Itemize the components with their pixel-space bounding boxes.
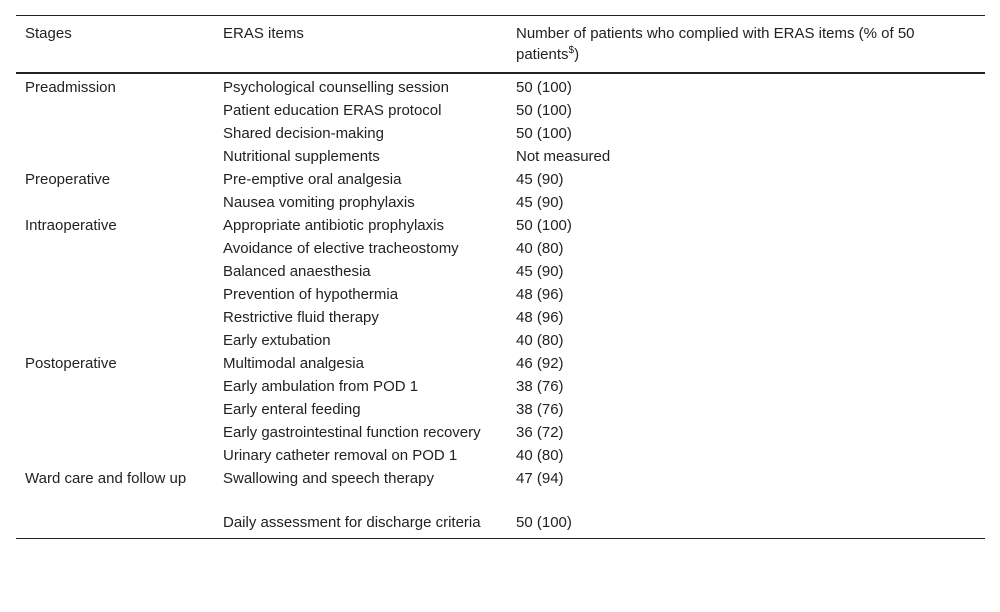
stage-cell bbox=[16, 398, 214, 421]
item-cell: Psychological counselling session bbox=[223, 79, 449, 96]
item-cell: Multimodal analgesia bbox=[223, 355, 364, 372]
item-cell: Early extubation bbox=[223, 332, 331, 349]
table-row bbox=[16, 260, 985, 283]
header-stages: Stages bbox=[25, 25, 72, 42]
table-row bbox=[16, 283, 985, 306]
table-row bbox=[16, 214, 985, 237]
item-cell: Patient education ERAS protocol bbox=[223, 102, 442, 119]
stage-cell bbox=[16, 145, 214, 168]
item-cell: Balanced anaesthesia bbox=[223, 263, 371, 280]
value-cell: 50 (100) bbox=[516, 514, 572, 531]
header-eras-items: ERAS items bbox=[223, 25, 304, 42]
value-cell: 50 (100) bbox=[516, 102, 572, 119]
stage-cell: Intraoperative bbox=[25, 217, 117, 234]
stage-cell bbox=[16, 329, 214, 352]
table-row bbox=[16, 306, 985, 329]
stage-cell: Preadmission bbox=[25, 79, 116, 96]
stage-cell bbox=[16, 421, 214, 444]
stage-cell bbox=[16, 306, 214, 329]
item-cell: Appropriate antibiotic prophylaxis bbox=[223, 217, 444, 234]
value-cell: 40 (80) bbox=[516, 447, 564, 464]
value-cell: 50 (100) bbox=[516, 79, 572, 96]
item-cell: Early gastrointestinal function recovery bbox=[223, 424, 481, 441]
stage-cell bbox=[16, 122, 214, 145]
stage-cell bbox=[16, 444, 214, 467]
item-cell: Avoidance of elective tracheostomy bbox=[223, 240, 459, 257]
stage-cell bbox=[16, 191, 214, 214]
table-row bbox=[16, 237, 985, 260]
value-cell: 40 (80) bbox=[516, 332, 564, 349]
stage-cell bbox=[16, 511, 214, 539]
value-cell: 50 (100) bbox=[516, 217, 572, 234]
table-row bbox=[16, 191, 985, 214]
header-row bbox=[16, 16, 985, 74]
header-compliance-footnote-mark: $ bbox=[568, 45, 575, 56]
value-cell: 36 (72) bbox=[516, 424, 564, 441]
value-cell: 46 (92) bbox=[516, 355, 564, 372]
value-cell: Not measured bbox=[516, 148, 611, 165]
stage-cell bbox=[16, 260, 214, 283]
table-row bbox=[16, 352, 985, 375]
item-cell: Shared decision-making bbox=[223, 125, 384, 142]
value-cell: 45 (90) bbox=[516, 194, 564, 211]
table-row bbox=[16, 511, 985, 539]
item-cell: Early ambulation from POD 1 bbox=[223, 378, 419, 395]
table-body bbox=[16, 73, 985, 539]
stage-cell: Preoperative bbox=[25, 171, 111, 188]
eras-compliance-table-container bbox=[16, 15, 985, 539]
table-row bbox=[16, 145, 985, 168]
value-cell: 38 (76) bbox=[516, 378, 564, 395]
item-cell: Nutritional supplements bbox=[223, 148, 380, 165]
table-row bbox=[16, 168, 985, 191]
table-row bbox=[16, 329, 985, 352]
table-header bbox=[16, 16, 985, 74]
item-cell: Pre-emptive oral analgesia bbox=[223, 171, 402, 188]
table-row bbox=[16, 444, 985, 467]
item-cell: Nausea vomiting prophylaxis bbox=[223, 194, 415, 211]
value-cell: 38 (76) bbox=[516, 401, 564, 418]
item-cell: Urinary catheter removal on POD 1 bbox=[223, 447, 458, 464]
table-row bbox=[16, 375, 985, 398]
value-cell: 50 (100) bbox=[516, 125, 572, 142]
stage-cell bbox=[16, 375, 214, 398]
stage-cell: Ward care and follow up bbox=[25, 470, 187, 487]
value-cell: 40 (80) bbox=[516, 240, 564, 257]
item-cell: Restrictive fluid therapy bbox=[223, 309, 379, 326]
header-compliance bbox=[507, 16, 985, 74]
value-cell: 48 (96) bbox=[516, 286, 564, 303]
value-cell: 45 (90) bbox=[516, 171, 564, 188]
table-row bbox=[16, 398, 985, 421]
stage-cell bbox=[16, 99, 214, 122]
table-row bbox=[16, 73, 985, 99]
table-row bbox=[16, 99, 985, 122]
value-cell: 48 (96) bbox=[516, 309, 564, 326]
header-compliance-text: Number of patients who complied with ERAS items (% of 50 patients bbox=[516, 25, 915, 63]
header-compliance-close: ) bbox=[574, 46, 580, 63]
stage-cell bbox=[16, 237, 214, 260]
table-row bbox=[16, 421, 985, 444]
value-cell: 45 (90) bbox=[516, 263, 564, 280]
item-cell: Daily assessment for discharge criteria bbox=[223, 514, 481, 531]
item-cell: Swallowing and speech therapy bbox=[223, 470, 434, 487]
item-cell: Prevention of hypothermia bbox=[223, 286, 399, 303]
stage-cell bbox=[16, 283, 214, 306]
value-cell: 47 (94) bbox=[516, 470, 564, 487]
eras-compliance-table bbox=[16, 15, 985, 539]
table-row bbox=[16, 122, 985, 145]
table-row bbox=[16, 467, 985, 511]
item-cell: Early enteral feeding bbox=[223, 401, 361, 418]
stage-cell: Postoperative bbox=[25, 355, 117, 372]
